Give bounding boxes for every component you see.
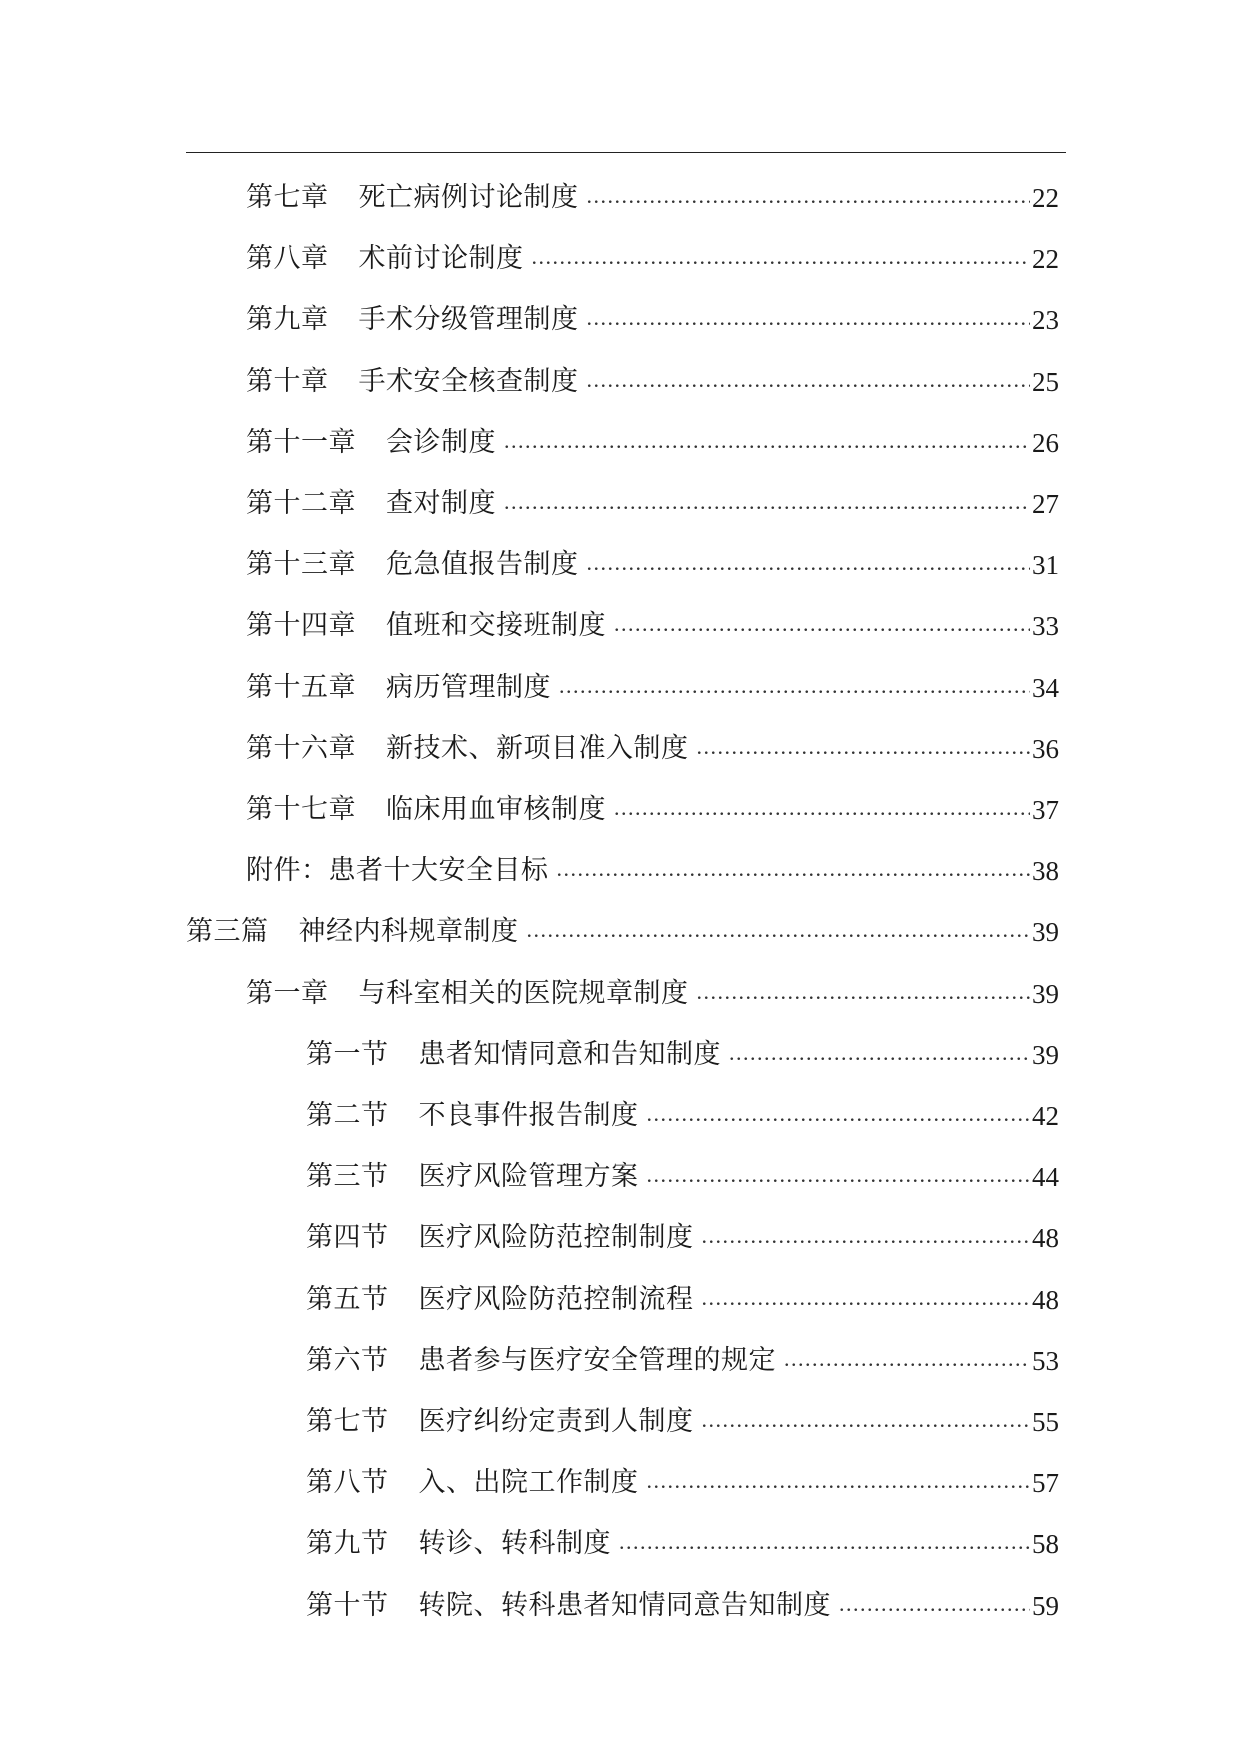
toc-entry[interactable] [246, 277, 1059, 337]
toc-entry[interactable] [246, 767, 1059, 827]
toc-entry-title: 转诊、转科制度 [418, 1528, 611, 1560]
toc-entry-label: 第一章 [246, 977, 329, 1009]
toc-page-number: 22 [1032, 183, 1059, 213]
toc-page-number: 31 [1032, 550, 1059, 581]
toc-entry[interactable] [306, 1257, 1059, 1317]
toc-entry[interactable] [306, 1501, 1059, 1561]
toc-entry[interactable] [246, 522, 1059, 582]
toc-page-number: 39 [1032, 978, 1059, 1009]
toc-page-number: 44 [1032, 1162, 1059, 1193]
toc-page-number: 39 [1032, 1039, 1059, 1070]
toc-entry-text [246, 854, 549, 888]
toc-leader-dots [697, 730, 1031, 764]
toc-leader-dots [557, 852, 1031, 886]
toc-page-number: 58 [1032, 1529, 1059, 1560]
toc-entry-text [306, 1038, 721, 1072]
toc-entry-title: 会诊制度 [386, 426, 496, 458]
toc-page-number: 42 [1032, 1101, 1059, 1131]
toc-entry-label: 第九节 [306, 1528, 389, 1560]
toc-entry-label: 第七章 [246, 182, 329, 213]
toc-entry[interactable] [246, 828, 1059, 888]
toc-entry-text [306, 1405, 694, 1439]
toc-entry-label: 第八章 [246, 243, 329, 275]
toc-entry[interactable] [246, 645, 1059, 705]
toc-entry-text [246, 548, 579, 582]
toc-page-number: 26 [1032, 427, 1059, 458]
toc-page-number: 34 [1032, 672, 1059, 703]
toc-entry[interactable] [186, 889, 1059, 949]
toc-entry-text [246, 303, 579, 337]
toc-page-number: 39 [1032, 917, 1059, 948]
toc-entry-text [246, 732, 689, 766]
toc-entry-text [306, 1466, 639, 1500]
toc-entry-text [306, 1099, 639, 1133]
toc-entry-text [306, 1589, 831, 1623]
toc-entry-label: 第八节 [306, 1467, 389, 1499]
toc-leader-dots [647, 1097, 1031, 1131]
toc-entry-label: 第二节 [306, 1100, 389, 1131]
toc-entry-title: 病历管理制度 [386, 671, 551, 703]
toc-entry[interactable] [306, 1195, 1059, 1255]
toc-entry-title: 死亡病例讨论制度 [358, 182, 579, 213]
toc-entry-label: 第一节 [306, 1038, 389, 1070]
toc-entry-title: 手术分级管理制度 [358, 304, 579, 336]
toc-page-number: 59 [1032, 1590, 1059, 1621]
toc-entry-title: 临床用血审核制度 [386, 794, 606, 825]
toc-entry-label: 第十章 [246, 365, 329, 397]
toc-entry-title: 与科室相关的医院规章制度 [358, 977, 689, 1009]
toc-entry-title: 患者知情同意和告知制度 [418, 1038, 721, 1070]
toc-leader-dots [729, 1036, 1030, 1070]
toc-leader-dots [647, 1464, 1031, 1498]
toc-entry[interactable] [306, 1440, 1059, 1500]
toc-leader-dots [784, 1342, 1030, 1376]
toc-entry-label: 第十一章 [246, 426, 356, 458]
toc-entry-label: 第十二章 [246, 488, 356, 519]
toc-entry-text [306, 1221, 694, 1255]
toc-page-number: 57 [1032, 1468, 1059, 1499]
toc-leader-dots [702, 1281, 1031, 1315]
toc-leader-dots [504, 485, 1030, 519]
toc-entry-label: 第十五章 [246, 671, 356, 703]
toc-page-number: 27 [1032, 489, 1059, 519]
toc-page-number: 23 [1032, 305, 1059, 336]
toc-entry-text [186, 915, 519, 949]
toc-entry-label: 第六节 [306, 1344, 389, 1376]
toc-entry-label: 第四节 [306, 1222, 389, 1254]
toc-leader-dots [614, 607, 1030, 641]
toc-entry[interactable] [246, 461, 1059, 521]
toc-entry-label: 第十三章 [246, 549, 356, 581]
toc-entry-text [246, 671, 551, 705]
toc-entry-title: 神经内科规章制度 [298, 916, 519, 948]
toc-leader-dots [619, 1525, 1030, 1559]
toc-entry[interactable] [306, 1073, 1059, 1133]
toc-leader-dots [697, 975, 1031, 1009]
toc-leader-dots [559, 669, 1030, 703]
toc-page-number: 38 [1032, 856, 1059, 887]
toc-entry-title: 值班和交接班制度 [386, 610, 606, 642]
toc-leader-dots [587, 301, 1031, 335]
toc-entry-label: 第九章 [246, 304, 329, 336]
toc-entry-title: 查对制度 [386, 488, 496, 519]
toc-entry-text [246, 242, 524, 276]
toc-entry-title: 新技术、新项目准入制度 [386, 732, 689, 764]
toc-entry-title: 入、出院工作制度 [418, 1467, 639, 1499]
toc-page-number: 37 [1032, 795, 1059, 825]
toc-page-number: 33 [1032, 611, 1059, 642]
toc-leader-dots [587, 363, 1031, 397]
toc-entry-title: 医疗风险管理方案 [418, 1161, 639, 1193]
toc-entry[interactable] [306, 1379, 1059, 1439]
toc-entry-title: 术前讨论制度 [358, 243, 524, 275]
toc-entry-title: 危急值报告制度 [386, 549, 579, 581]
toc-entry[interactable] [246, 216, 1059, 276]
toc-entry-label: 第十节 [306, 1589, 389, 1621]
toc-leader-dots [532, 240, 1031, 274]
toc-entry-label: 第十六章 [246, 732, 356, 764]
toc-entry-title: 转院、转科患者知情同意告知制度 [418, 1589, 831, 1621]
toc-leader-dots [587, 179, 1031, 213]
toc-page-number: 48 [1032, 1223, 1059, 1254]
toc-entry-text [246, 426, 496, 460]
toc-leader-dots [647, 1158, 1031, 1192]
toc-entry-title: 患者参与医疗安全管理的规定 [418, 1344, 776, 1376]
toc-page-number: 55 [1032, 1407, 1059, 1437]
toc-entry-label: 第七节 [306, 1406, 389, 1437]
toc-leader-dots [702, 1219, 1031, 1253]
toc-entry-title: 患者十大安全目标 [328, 855, 549, 887]
toc-leader-dots [587, 546, 1031, 580]
toc-entry-title: 不良事件报告制度 [418, 1100, 639, 1131]
toc-entry-label: 第十七章 [246, 794, 356, 825]
toc-leader-dots [504, 424, 1030, 458]
toc-entry[interactable] [246, 706, 1059, 766]
toc-entry-text [246, 365, 579, 399]
toc-leader-dots [702, 1403, 1031, 1437]
toc-entry-title: 手术安全核查制度 [358, 365, 579, 397]
toc-leader-dots [839, 1587, 1030, 1621]
toc-entry[interactable] [246, 583, 1059, 643]
toc-entry[interactable] [306, 1012, 1059, 1072]
toc-page-number: 36 [1032, 733, 1059, 764]
header-rule [186, 152, 1066, 153]
toc-leader-dots [527, 913, 1031, 947]
toc-page-number: 48 [1032, 1284, 1059, 1315]
toc-entry[interactable] [246, 400, 1059, 460]
toc-entry-text [246, 181, 579, 215]
toc-entry-text [306, 1160, 639, 1194]
toc-entry-text [306, 1344, 776, 1378]
toc-entry-title: 医疗风险防范控制制度 [418, 1222, 694, 1254]
toc-entry-label: 第三节 [306, 1161, 389, 1193]
toc-entry[interactable] [246, 951, 1059, 1011]
toc-entry-text [246, 487, 496, 521]
toc-entry-title: 医疗纠纷定责到人制度 [418, 1406, 694, 1437]
toc-entry-label: 第三篇 [186, 916, 269, 948]
toc-entry[interactable] [306, 1563, 1059, 1623]
toc-entry[interactable] [306, 1318, 1059, 1378]
toc-leader-dots [614, 791, 1030, 825]
toc-entry-title: 医疗风险防范控制流程 [418, 1283, 694, 1315]
toc-entry-text [246, 793, 606, 827]
toc-entry-label: 附件： [246, 855, 329, 887]
toc-page-number: 22 [1032, 244, 1059, 275]
toc-entry[interactable] [306, 1134, 1059, 1194]
toc-page-number: 53 [1032, 1345, 1059, 1376]
toc-entry[interactable] [246, 155, 1059, 215]
toc-entry-text [246, 977, 689, 1011]
toc-entry-text [306, 1527, 611, 1561]
toc-entry[interactable] [246, 339, 1059, 399]
toc-entry-text [246, 609, 606, 643]
toc-entry-text [306, 1283, 694, 1317]
toc-entry-label: 第五节 [306, 1283, 389, 1315]
toc-entry-label: 第十四章 [246, 610, 356, 642]
toc-page-number: 25 [1032, 366, 1059, 397]
